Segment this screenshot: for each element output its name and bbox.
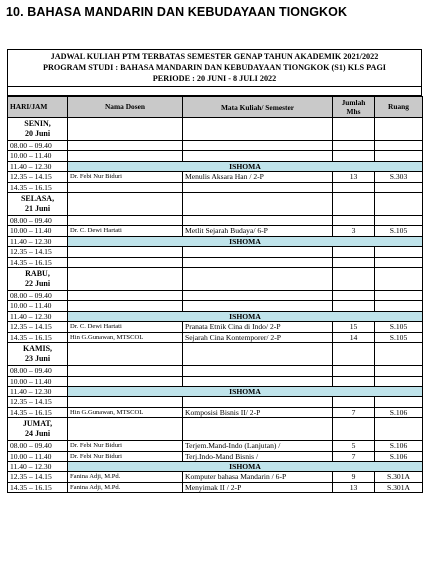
lecturer-cell [68, 366, 183, 376]
time-cell: 12.35 – 14.15 [8, 172, 68, 182]
time-cell: 08.00 – 09.40 [8, 141, 68, 151]
time-cell: 10.00 – 11.40 [8, 301, 68, 311]
ishoma-break: ISHOMA [68, 236, 423, 246]
schedule-sheet [7, 49, 422, 493]
day-date: 22 Juni [24, 279, 51, 289]
day-cell [8, 418, 68, 441]
time-cell: 10.00 – 11.40 [8, 151, 68, 161]
time-cell: 11.40 – 12.30 [8, 311, 68, 321]
day-date: 21 Juni [24, 204, 51, 214]
lecturer-cell: Dr. Febi Nur Biduri [68, 451, 183, 461]
course-cell: Sejarah Cina Kontemporer/ 2-P [183, 332, 333, 342]
ishoma-row [8, 236, 423, 246]
course-cell [183, 301, 333, 311]
col-header-mata-kuliah: Mata Kuliah/ Semester [183, 97, 333, 118]
course-cell: Komputer bahasa Mandarin / 6-P [183, 472, 333, 482]
empty-cell [183, 118, 333, 141]
room-cell [375, 376, 423, 386]
time-cell: 10.00 – 11.40 [8, 376, 68, 386]
schedule-title-line-3: PERIODE : 20 JUNI - 8 JULI 2022 [152, 74, 277, 83]
room-cell [375, 182, 423, 192]
student-count-cell [333, 301, 375, 311]
course-cell [183, 257, 333, 267]
room-cell: S.301A [375, 482, 423, 492]
schedule-body [8, 118, 423, 493]
empty-cell [333, 193, 375, 216]
table-row [8, 182, 423, 192]
room-cell: S.106 [375, 407, 423, 417]
day-name: JUMAT, [22, 419, 53, 429]
course-cell [183, 376, 333, 386]
course-cell: Metlit Sejarah Budaya/ 6-P [183, 226, 333, 236]
course-cell [183, 397, 333, 407]
table-row [8, 257, 423, 267]
empty-cell [183, 343, 333, 366]
ishoma-break: ISHOMA [68, 311, 423, 321]
empty-cell [375, 418, 423, 441]
lecturer-cell: Hin G.Gunawan, MTSCOL [68, 332, 183, 342]
table-row [8, 301, 423, 311]
table-row [8, 376, 423, 386]
table-header-row [8, 97, 423, 118]
room-cell [375, 366, 423, 376]
course-cell: Pranata Etnik Cina di Indo/ 2-P [183, 322, 333, 332]
student-count-cell: 9 [333, 472, 375, 482]
ishoma-break: ISHOMA [68, 386, 423, 396]
time-cell: 10.00 – 11.40 [8, 451, 68, 461]
empty-cell [333, 343, 375, 366]
time-cell: 14.35 – 16.15 [8, 332, 68, 342]
table-row [8, 141, 423, 151]
col-header-jumlah-mhs: Jumlah Mhs [333, 97, 375, 118]
day-date: 20 Juni [24, 129, 51, 138]
time-cell: 14.35 – 16.15 [8, 257, 68, 267]
lecturer-cell [68, 301, 183, 311]
time-cell: 14.35 – 16.15 [8, 182, 68, 192]
room-cell: S.105 [375, 332, 423, 342]
time-cell: 14.35 – 16.15 [8, 482, 68, 492]
table-row [8, 151, 423, 161]
student-count-cell [333, 216, 375, 226]
room-cell [375, 257, 423, 267]
empty-cell [68, 343, 183, 366]
lecturer-cell [68, 216, 183, 226]
course-cell [183, 216, 333, 226]
col-header-nama-dosen: Nama Dosen [68, 97, 183, 118]
course-cell [183, 291, 333, 301]
section-title: 10. BAHASA MANDARIN DAN KEBUDAYAAN TIONGKOK [6, 5, 348, 19]
day-date: 24 Juni [24, 429, 51, 439]
col-header-ruang: Ruang [375, 97, 423, 118]
day-name: KAMIS, [22, 344, 53, 354]
empty-cell [183, 268, 333, 291]
time-cell: 12.35 – 14.15 [8, 322, 68, 332]
room-cell: S.106 [375, 441, 423, 451]
day-cell [8, 118, 68, 141]
time-cell: 11.40 – 12.30 [8, 461, 68, 471]
lecturer-cell: Fanina Adji, M.Pd. [68, 482, 183, 492]
student-count-cell [333, 151, 375, 161]
day-row [8, 118, 423, 141]
student-count-cell: 13 [333, 172, 375, 182]
time-cell: 12.35 – 14.15 [8, 247, 68, 257]
table-row [8, 366, 423, 376]
room-cell: S.105 [375, 322, 423, 332]
room-cell [375, 301, 423, 311]
course-cell: Terjem.Mand-Indo (Lanjutan) / [183, 441, 333, 451]
schedule-header [7, 49, 422, 87]
time-cell: 08.00 – 09.40 [8, 216, 68, 226]
day-name: RABU, [25, 269, 50, 279]
time-cell: 11.40 – 12.30 [8, 161, 68, 171]
lecturer-cell [68, 257, 183, 267]
empty-cell [68, 118, 183, 141]
lecturer-cell: Dr. C. Dewi Hartati [68, 226, 183, 236]
day-cell [8, 343, 68, 366]
table-row [8, 407, 423, 417]
time-cell: 12.35 – 14.15 [8, 472, 68, 482]
lecturer-cell [68, 376, 183, 386]
day-row [8, 343, 423, 366]
empty-cell [375, 118, 423, 141]
time-cell: 11.40 – 12.30 [8, 386, 68, 396]
course-cell: Terj.Indo-Mand Bisnis / [183, 451, 333, 461]
course-cell: Menulis Aksara Han / 2-P [183, 172, 333, 182]
room-cell [375, 247, 423, 257]
lecturer-cell: Fanina Adji, M.Pd. [68, 472, 183, 482]
ishoma-row [8, 461, 423, 471]
ishoma-row [8, 311, 423, 321]
empty-cell [375, 343, 423, 366]
student-count-cell: 13 [333, 482, 375, 492]
student-count-cell [333, 366, 375, 376]
day-cell [8, 268, 68, 291]
student-count-cell: 5 [333, 441, 375, 451]
table-row [8, 322, 423, 332]
course-cell [183, 247, 333, 257]
course-cell [183, 141, 333, 151]
day-name: SELASA, [20, 194, 55, 204]
course-cell: Komposisi Bisnis II/ 2-P [183, 407, 333, 417]
room-cell: S.106 [375, 451, 423, 461]
table-row [8, 291, 423, 301]
room-cell: S.301A [375, 472, 423, 482]
header-spacer [7, 87, 422, 96]
table-row [8, 397, 423, 407]
day-row [8, 193, 423, 216]
course-cell [183, 366, 333, 376]
room-cell [375, 141, 423, 151]
day-cell [8, 193, 68, 216]
table-row [8, 247, 423, 257]
lecturer-cell [68, 397, 183, 407]
schedule-title-line-2: PROGRAM STUDI : BAHASA MANDARIN DAN KEBUDAYAAN TIONGKOK (S1) KLS PAGI [43, 63, 386, 72]
lecturer-cell [68, 151, 183, 161]
time-cell: 12.35 – 14.15 [8, 397, 68, 407]
table-row [8, 216, 423, 226]
lecturer-cell: Dr. Febi Nur Biduri [68, 441, 183, 451]
student-count-cell [333, 257, 375, 267]
student-count-cell: 7 [333, 451, 375, 461]
time-cell: 08.00 – 09.40 [8, 441, 68, 451]
room-cell: S.105 [375, 226, 423, 236]
empty-cell [333, 418, 375, 441]
day-name: SENIN, [24, 119, 51, 128]
student-count-cell [333, 141, 375, 151]
empty-cell [68, 268, 183, 291]
course-cell [183, 182, 333, 192]
room-cell [375, 397, 423, 407]
time-cell: 10.00 – 11.40 [8, 226, 68, 236]
empty-cell [183, 193, 333, 216]
student-count-cell [333, 247, 375, 257]
schedule-table [7, 96, 423, 493]
student-count-cell: 14 [333, 332, 375, 342]
ishoma-row [8, 161, 423, 171]
table-row [8, 482, 423, 492]
day-date: 23 Juni [24, 354, 51, 364]
room-cell [375, 216, 423, 226]
lecturer-cell: Dr. C. Dewi Hartati [68, 322, 183, 332]
student-count-cell [333, 291, 375, 301]
lecturer-cell [68, 182, 183, 192]
student-count-cell: 3 [333, 226, 375, 236]
ishoma-break: ISHOMA [68, 161, 423, 171]
day-row [8, 418, 423, 441]
time-cell: 08.00 – 09.40 [8, 366, 68, 376]
empty-cell [333, 118, 375, 141]
ishoma-break: ISHOMA [68, 461, 423, 471]
day-row [8, 268, 423, 291]
table-row [8, 441, 423, 451]
schedule-title-line-1: JADWAL KULIAH PTM TERBATAS SEMESTER GENAP TAHUN AKADEMIK 2021/2022 [50, 52, 379, 61]
room-cell [375, 291, 423, 301]
col-header-hari-jam: HARI/JAM [8, 97, 68, 118]
student-count-cell: 15 [333, 322, 375, 332]
empty-cell [333, 268, 375, 291]
student-count-cell: 7 [333, 407, 375, 417]
time-cell: 11.40 – 12.30 [8, 236, 68, 246]
time-cell: 08.00 – 09.40 [8, 291, 68, 301]
empty-cell [183, 418, 333, 441]
lecturer-cell: Dr. Febi Nur Biduri [68, 172, 183, 182]
room-cell: S.303 [375, 172, 423, 182]
table-row [8, 226, 423, 236]
empty-cell [68, 418, 183, 441]
course-cell: Menyimak II / 2-P [183, 482, 333, 492]
course-cell [183, 151, 333, 161]
student-count-cell [333, 182, 375, 192]
room-cell [375, 151, 423, 161]
student-count-cell [333, 397, 375, 407]
table-row [8, 332, 423, 342]
empty-cell [375, 193, 423, 216]
time-cell: 14.35 – 16.15 [8, 407, 68, 417]
table-row [8, 451, 423, 461]
student-count-cell [333, 376, 375, 386]
table-row [8, 472, 423, 482]
ishoma-row [8, 386, 423, 396]
lecturer-cell [68, 247, 183, 257]
lecturer-cell [68, 291, 183, 301]
lecturer-cell [68, 141, 183, 151]
lecturer-cell: Hin G.Gunawan, MTSCOL [68, 407, 183, 417]
empty-cell [375, 268, 423, 291]
empty-cell [68, 193, 183, 216]
table-row [8, 172, 423, 182]
